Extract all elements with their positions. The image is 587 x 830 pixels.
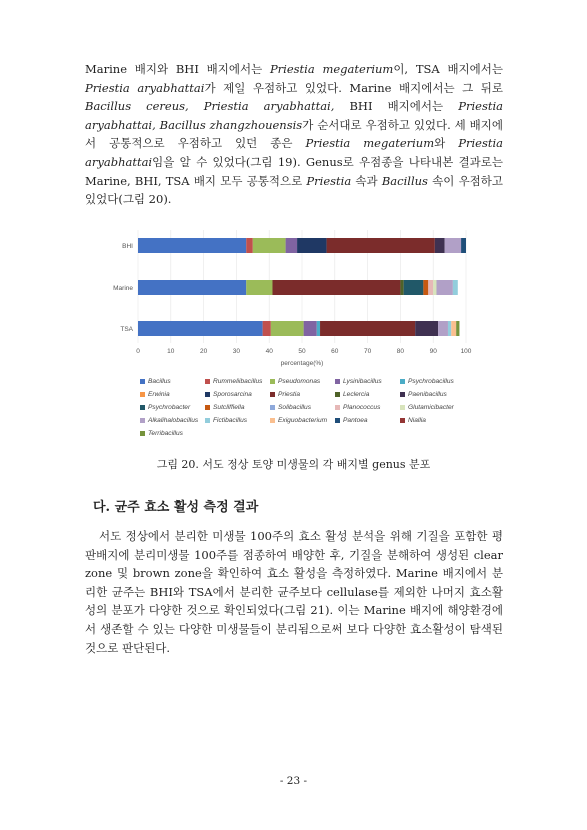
x-tick-label: 50: [298, 348, 306, 355]
bar-marine-glutamicibacter: [433, 280, 436, 295]
legend-item-pseudomonas: [270, 378, 320, 385]
bar-marine-bacillus: [138, 280, 246, 295]
legend-label: Lysinibacillus: [343, 378, 382, 385]
legend-item-psychrobacter: [140, 404, 190, 411]
legend-label: Rummeliibacillus: [213, 378, 263, 385]
bar-bhi-bacillus: [138, 238, 246, 253]
legend-item-pantoea: [335, 417, 368, 424]
legend-label: Sporosarcina: [213, 391, 252, 398]
bar-marine-alkalihalobacillus: [436, 280, 452, 295]
x-tick-label: 0: [136, 348, 140, 355]
legend-label: Alkalihalobacillus: [148, 417, 199, 424]
legend-item-bacillus: [140, 378, 171, 385]
legend-item-leclercia: [335, 391, 369, 398]
bar-marine-priestia: [272, 280, 400, 295]
legend-item-planococcus: [335, 404, 380, 411]
legend-swatch: [270, 405, 275, 410]
legend-label: Fictibacillus: [213, 417, 248, 424]
bar-marine-pseudomonas: [246, 280, 272, 295]
legend-label: Planococcus: [343, 404, 381, 411]
legend-swatch: [205, 392, 210, 397]
legend-label: Leclercia: [343, 391, 370, 398]
bar-tsa-rummeliibacillus: [263, 321, 271, 336]
bar-bhi-alkalihalobacillus: [445, 238, 461, 253]
legend-swatch: [400, 392, 405, 397]
genus-distribution-figure: [105, 225, 483, 445]
paragraph-enzyme-activity: 서도 정상에서 분리한 미생물 100주의 효소 활성 분석을 위해 기질을 포함한 평판배지에 분리미생물 100주를 점종하여 배양한 후, 기질을 분해하여 생성된 clear zone 및 brown zone을 확인하여 효소 활성을 측정하였다. Marine 배지에서 분리한 균주는 BHI와 TSA에서 분리한 균주보다 cellulase를 제외한 나머지 효소활성의 분포가 다양한 것으로 확인되었다(그림 21). 이는 Marine 배지에 해양환경에서 생존할 수 있는 다양한 미생물들이 분리됨으로써 보다 다양한 효소활성이 탐색된 것으로 판단된다.: [85, 529, 503, 655]
bar-tsa-priestia: [320, 321, 415, 336]
legend-item-alkalihalobacillus: [140, 417, 198, 424]
legend-swatch: [335, 379, 340, 384]
bar-bhi-rummeliibacillus: [246, 238, 253, 253]
x-tick-label: 100: [460, 348, 472, 355]
section-heading: 다. 균주 효소 활성 측정 결과: [93, 500, 259, 515]
bar-marine-psychrobacter: [404, 280, 424, 295]
legend-label: Terribacillus: [148, 430, 183, 437]
bar-bhi-sporosarcina: [297, 238, 327, 253]
legend-swatch: [140, 379, 145, 384]
legend-label: Psychrobacillus: [408, 378, 454, 385]
legend-item-sutcliffiella: [205, 404, 245, 411]
bar-bhi-lysinibacillus: [286, 238, 297, 253]
legend-swatch: [140, 405, 145, 410]
bar-marine-planococcus: [428, 280, 433, 295]
category-label-marine: Marine: [113, 285, 133, 292]
bar-marine-fictibacillus: [453, 280, 458, 295]
x-tick-label: 40: [265, 348, 273, 355]
legend-item-lysinibacillus: [335, 378, 382, 385]
paragraph-dominant-species: Marine 배지와 BHI 배지에서는 Priestia megaterium이, TSA 배지에서는 Priestia aryabhattai가 제일 우점하고 있었다. Marine 배지에서는 그 뒤로 Bacillus cereus, Priestia aryabhattai, BHI 배지에서는 Priestia aryabhattai, Bacillus zhangzhouensis가 순서대로 우점하고 있었다. 세 배지에서 공통적으로 우점하고 있던 종은 Priestia megaterium와 Priestia aryabhattai임을 알 수 있었다(그림 19). Genus로 우점종을 나타내본 결과로는 Marine, BHI, TSA 배지 모두 공통적으로 Priestia 속과 Bacillus 속이 우점하고 있었다(그림 20).: [85, 62, 504, 207]
bar-tsa-fictibacillus: [448, 321, 451, 336]
x-tick-label: 10: [167, 348, 175, 355]
bar-bhi-paenibacillus: [435, 238, 445, 253]
legend-swatch: [335, 392, 340, 397]
category-label-tsa: TSA: [120, 326, 133, 333]
legend-label: Pseudomonas: [278, 378, 321, 385]
bar-tsa-psychrobacillus: [317, 321, 320, 336]
bar-tsa-exiguobacterium: [451, 321, 456, 336]
bar-marine-leclercia: [400, 280, 403, 295]
legend-swatch: [140, 392, 145, 397]
legend-item-niallia: [400, 417, 426, 424]
x-tick-label: 70: [363, 348, 372, 355]
x-tick-label: 30: [232, 348, 241, 355]
legend-item-priestia: [270, 391, 300, 398]
legend-item-fictibacillus: [205, 417, 247, 424]
bar-bhi-pantoea: [461, 238, 466, 253]
x-axis-label: percentage(%): [280, 360, 324, 367]
bar-bhi-priestia: [327, 238, 435, 253]
legend-label: Sutcliffiella: [213, 404, 245, 411]
figure-caption: 그림 20. 서도 정상 토양 미생물의 각 배지별 genus 분포: [156, 458, 431, 471]
legend-label: Solibacillus: [278, 404, 311, 411]
legend-label: Psychrobacter: [148, 404, 191, 411]
bar-tsa-paenibacillus: [415, 321, 438, 336]
legend-label: Bacillus: [148, 378, 171, 385]
legend-swatch: [270, 418, 275, 423]
bar-marine-sutcliffiella: [423, 280, 428, 295]
legend-label: Paenibacillus: [408, 391, 447, 398]
legend-swatch: [270, 392, 275, 397]
legend-swatch: [400, 379, 405, 384]
legend-swatch: [335, 418, 340, 423]
page-number: - 23 -: [279, 775, 308, 787]
legend-label: Priestia: [278, 391, 300, 398]
legend-swatch: [140, 418, 145, 423]
bar-tsa-bacillus: [138, 321, 263, 336]
legend-item-paenibacillus: [400, 391, 447, 398]
x-tick-label: 80: [396, 348, 405, 355]
x-tick-label: 90: [429, 348, 437, 355]
legend-item-glutamicibacter: [400, 404, 454, 411]
legend-swatch: [400, 405, 405, 410]
bar-tsa-terribacillus: [456, 321, 459, 336]
legend-item-psychrobacillus: [400, 378, 454, 385]
legend-item-exiguobacterium: [270, 417, 327, 424]
category-label-bhi: BHI: [122, 243, 133, 250]
legend-label: Pantoea: [343, 417, 368, 424]
legend-label: Niallia: [408, 417, 426, 424]
bar-tsa-lysinibacillus: [304, 321, 317, 336]
legend-swatch: [205, 379, 210, 384]
legend-item-sporosarcina: [205, 391, 252, 398]
legend-item-terribacillus: [140, 430, 183, 437]
legend-swatch: [205, 405, 210, 410]
stacked-bar-chart: [105, 225, 483, 375]
bar-bhi-pseudomonas: [253, 238, 286, 253]
legend-swatch: [335, 405, 340, 410]
legend-swatch: [270, 379, 275, 384]
legend-label: Exiguobacterium: [278, 417, 328, 424]
bar-tsa-pseudomonas: [271, 321, 304, 336]
legend-swatch: [400, 418, 405, 423]
legend-label: Glutamicibacter: [408, 404, 454, 411]
x-tick-label: 20: [199, 348, 208, 355]
x-tick-label: 60: [331, 348, 339, 355]
legend-item-erwinia: [140, 391, 170, 398]
legend-item-solibacillus: [270, 404, 311, 411]
legend-swatch: [205, 418, 210, 423]
legend-item-rummeliibacillus: [205, 378, 262, 385]
legend-swatch: [140, 431, 145, 436]
bar-tsa-alkalihalobacillus: [438, 321, 448, 336]
legend-label: Erwinia: [148, 391, 170, 398]
